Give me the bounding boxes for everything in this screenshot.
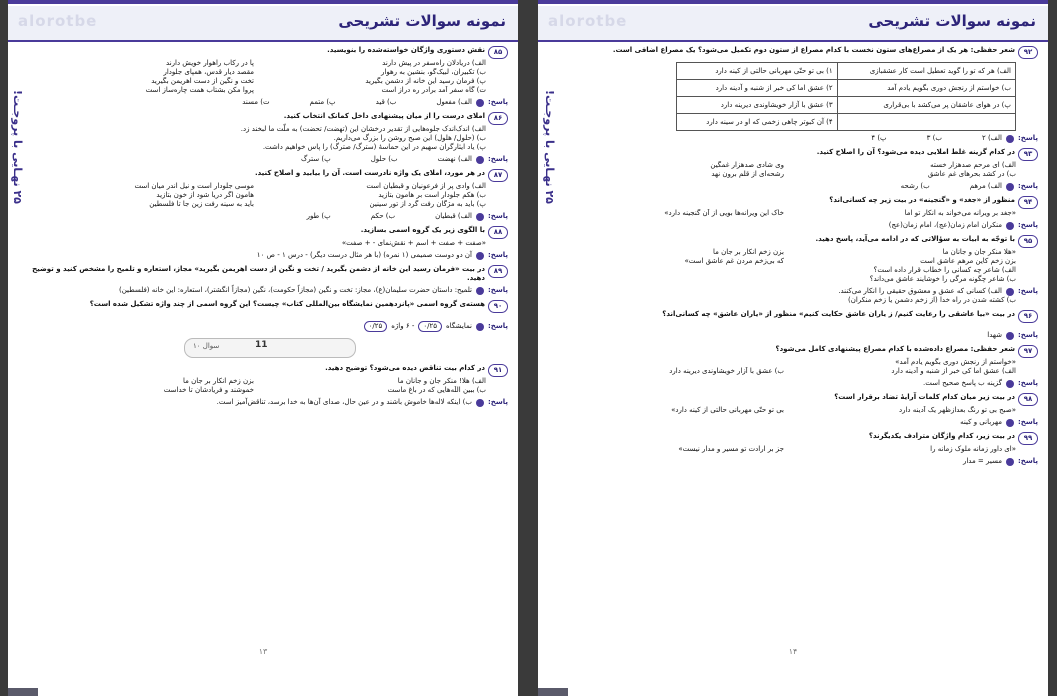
answer-dot-icon bbox=[476, 399, 484, 407]
table-cell: ۴) آن کبوتر چاهی زخمی که او در سینه دارد bbox=[677, 114, 838, 131]
verse-line: «صبح بی تو رنگ بعدازظهر یک آدینه دارد bbox=[898, 406, 1016, 414]
table-row bbox=[677, 80, 1016, 97]
answer-dot-icon bbox=[1006, 288, 1014, 296]
verse-line: بی تو حتّی مهربانی حالتی از کینه دارد» bbox=[671, 406, 784, 414]
table-cell: ۱) بی تو حتّی مهربانی حالتی از کینه دارد bbox=[677, 63, 838, 80]
answer-label: پاسخ: bbox=[488, 251, 508, 259]
answer-text: نمایشگاه bbox=[446, 322, 472, 330]
sub-question: ب) شاعر چگونه مرگی را خوشایند عاشق می‌داند؟ bbox=[869, 275, 1016, 283]
question-text: املای درست را از میان پیشنهادی داخل کمانک انتخاب کنید. bbox=[283, 112, 485, 120]
answer-label: پاسخ: bbox=[488, 398, 508, 406]
answer-text: مهربانی و کینه bbox=[960, 418, 1002, 426]
question-number: ۸۹ bbox=[488, 265, 508, 278]
answer-item: ب) ۳ bbox=[926, 134, 942, 142]
answer-text: گزینه ب پاسخ صحیح است. bbox=[923, 379, 1002, 387]
answer-label: پاسخ: bbox=[1018, 457, 1038, 465]
table-row bbox=[677, 63, 1016, 80]
question-number: ۸۶ bbox=[488, 112, 508, 125]
question-text: هسته‌ی گروه اسمی «پانزدهمین نمایشگاه بین‌المللی کتاب» چیست؟ این گروه اسمی از چند واژه تشکیل شده است؟ bbox=[89, 300, 485, 308]
verse-line: پا در رکاب راهوار خویش دارند bbox=[166, 59, 254, 67]
verse-line: «خواستم از رنجش دوری بگویم یادم آمد» bbox=[895, 358, 1016, 366]
question-number: ۹۲ bbox=[1018, 46, 1038, 59]
answer-label: پاسخ: bbox=[488, 98, 508, 106]
verse-line: باید به سینه رفت زین جا تا فلسطین bbox=[149, 200, 254, 208]
answer bbox=[32, 286, 508, 295]
option: الف) عشق اما کی خبر از شنبه و آدینه دارد bbox=[891, 367, 1016, 375]
verse-line: تخت و نگین از دست اهریمن بگیرید bbox=[151, 77, 254, 85]
question-number: ۸۵ bbox=[488, 46, 508, 59]
answer-text: مسیر = مدار bbox=[962, 457, 1002, 465]
corner-decoration bbox=[538, 688, 568, 696]
answer-item: الف) ۲ bbox=[981, 134, 1002, 142]
table-cell: پ) در هوای عاشقان پر می‌کشد با بی‌قراری bbox=[837, 97, 1015, 114]
page-right bbox=[538, 0, 1048, 696]
answer-item: ب) حلول bbox=[370, 155, 398, 163]
answer-text: ب) اینکه لاله‌ها خاموش باشند و در عین حال، صدای آن‌ها به خدا برسد، تناقض‌آمیز است. bbox=[216, 398, 472, 406]
top-accent-line bbox=[8, 0, 518, 4]
answer bbox=[562, 134, 1038, 143]
question-98 bbox=[562, 393, 1038, 427]
verse-line: پ) فرمان رسید این خانه از دشمن بگیرید bbox=[365, 77, 486, 85]
answer-item: ب) رشحه bbox=[900, 182, 930, 190]
answer bbox=[562, 457, 1038, 466]
answer-label: پاسخ: bbox=[1018, 134, 1038, 142]
verse-line: ت) گاه سفر آمد برادر ره دراز است bbox=[381, 86, 486, 94]
verse-line: پروا مکن بشتاب همت چاره‌ساز است bbox=[145, 86, 254, 94]
question-text: نقش دستوری واژگان خواسته‌شده را بنویسید. bbox=[327, 46, 485, 54]
answer-item: پ) سترگ bbox=[301, 155, 331, 163]
question-91 bbox=[32, 364, 508, 407]
answer-text: - ۶ واژه bbox=[391, 322, 415, 330]
corner-decoration bbox=[8, 688, 38, 696]
verse-line: ب) ببین اللّه‌هایی که در باغ ماست bbox=[387, 386, 486, 394]
verse-line: «ای داور زمانه ملوک زمانه را bbox=[930, 445, 1016, 453]
question-number: ۸۷ bbox=[488, 169, 508, 182]
line: ب) (حلول/ هلول) این صبح روشن را بزرگ می‌داریم. bbox=[333, 134, 486, 142]
answer-dot-icon bbox=[476, 323, 484, 331]
answer-dot-icon bbox=[1006, 183, 1014, 191]
watermark: alorotbe bbox=[18, 12, 98, 30]
question-text: در بیت «فرمان رسید این خانه از دشمن بگیرید / تخت و نگین از دست اهریمن بگیرید» مجاز، استعاره و تلمیح را مشخص کنید و توضیح دهید. bbox=[32, 265, 485, 282]
verse-line: ب) هکم جلودار است بر هامون بتازید bbox=[378, 191, 486, 199]
answer-item: الف) مرهم bbox=[969, 182, 1002, 190]
answer-label: پاسخ: bbox=[1018, 418, 1038, 426]
verse-line: «هلا منکر جان و جانان ما bbox=[942, 248, 1016, 256]
verse-line: که بی‌زخم مردن غم عاشق است» bbox=[684, 257, 784, 265]
answer-dot-icon bbox=[476, 213, 484, 221]
verse-line: ب) در کشد بحرهای غم عاشق bbox=[927, 170, 1016, 178]
question-count-bar bbox=[184, 338, 356, 358]
answer-text: شهدا bbox=[987, 331, 1002, 339]
question-number: ۹۵ bbox=[1018, 235, 1038, 248]
side-label: ۲۵ نهـایی با پروجـت! bbox=[11, 90, 24, 204]
question-text: شعر حفظی: هر یک از مصراع‌های ستون نخست با کدام مصراع از ستون دوم تکمیل می‌شود؟ یک مصراع اضافی است. bbox=[612, 46, 1015, 54]
verse-line: بزن زخم انکار بر جان ما bbox=[182, 377, 254, 385]
question-text: در هر مورد، املای یک واژه نادرست است. آن را بیابید و اصلاح کنید. bbox=[254, 169, 485, 177]
verse-line: هامون اگر دریا شود از خون بتازید bbox=[156, 191, 254, 199]
answer-label: پاسخ: bbox=[1018, 221, 1038, 229]
question-count: ۱۰ سوال bbox=[193, 342, 220, 350]
question-number: ۹۴ bbox=[1018, 196, 1038, 209]
question-number: ۹۶ bbox=[1018, 310, 1038, 323]
answer-item: پ) متمم bbox=[309, 98, 336, 106]
page-left bbox=[8, 0, 518, 696]
answer-item: الف) نهضت bbox=[437, 155, 472, 163]
answer-text: منکران امام زمان(عج)، امام زمان(عج) bbox=[888, 221, 1002, 229]
question-88 bbox=[32, 226, 508, 260]
verse-line: الف) وادی پر از فرعونیان و قبطیان است bbox=[366, 182, 486, 190]
answer-label: پاسخ: bbox=[1018, 379, 1038, 387]
page-header bbox=[8, 6, 518, 42]
table-cell: الف) هر که تو را گوید تعطیل است کار عشقبازی bbox=[837, 63, 1015, 80]
answer-item: ب) حکم bbox=[370, 212, 396, 220]
verse-line: الف) دریادلان راه‌سفر در پیش دارند bbox=[382, 59, 486, 67]
question-text: با توجّه به ابیات به سؤالاتی که در ادامه می‌آید، پاسخ دهید. bbox=[815, 235, 1015, 243]
question-number: ۹۰ bbox=[488, 300, 508, 313]
question-number: ۹۱ bbox=[488, 364, 508, 377]
verse-line: الف) ای مرحم صدهزار خسته bbox=[930, 161, 1016, 169]
answer-label: پاسخ: bbox=[488, 322, 508, 330]
answer-item: پ) ۴ bbox=[871, 134, 887, 142]
answer bbox=[32, 251, 508, 260]
answer-dot-icon bbox=[476, 287, 484, 295]
answer-text: آن دو دوست صمیمی (۱ نمره) (با هر مثال درست دیگر) - درس ۱ - ص ۱۰ bbox=[256, 251, 472, 259]
answer-dot-icon bbox=[1006, 135, 1014, 143]
questions-column bbox=[32, 46, 508, 656]
question-96 bbox=[562, 310, 1038, 340]
question-87 bbox=[32, 169, 508, 221]
answer bbox=[32, 398, 508, 407]
answer-item: پ) طور bbox=[306, 212, 331, 220]
question-95 bbox=[562, 235, 1038, 305]
side-label: ۲۵ نهـایی با پروجـت! bbox=[543, 90, 556, 204]
answer-text: تلمیح: داستان حضرت سلیمان(ع)، مجاز: تخت و نگین (مجازاً حکومت)، نگین (مجازاً انگشتر)، استعاره: این خانه (فلسطین) bbox=[118, 286, 472, 294]
matching-table bbox=[676, 62, 1016, 131]
question-number: ۸۸ bbox=[488, 226, 508, 239]
answer-dot-icon bbox=[1006, 380, 1014, 388]
answer-text: الف) کسانی که عشق و معشوق حقیقی را انکار می‌کنند. bbox=[838, 287, 1002, 295]
verse-line: مقصد دیار قدس، همپای جلودار bbox=[163, 68, 254, 76]
verse-line: خموشند و فریادشان تا خداست bbox=[163, 386, 254, 394]
question-86 bbox=[32, 112, 508, 164]
answer bbox=[562, 379, 1038, 388]
question-97 bbox=[562, 345, 1038, 388]
verse-line: بزن زخم انکار بر جان ما bbox=[712, 248, 784, 256]
question-number: ۹۳ bbox=[1018, 148, 1038, 161]
question-number: ۹۹ bbox=[1018, 432, 1038, 445]
verse-line: رشحه‌ای از قلم برون نهد bbox=[711, 170, 784, 178]
verse-line: جز بر ارادت تو مسیر و مدار نیست» bbox=[678, 445, 784, 453]
question-text: با الگوی زیر یک گروه اسمی بسازید. bbox=[360, 226, 485, 234]
verse-line: الف) هلا! منکر جان و جانان ما bbox=[397, 377, 486, 385]
question-text: در بیت زیر میان کدام کلمات آرایهٔ تضاد برقرار است؟ bbox=[834, 393, 1015, 401]
question-text: شعر حفظی: مصراع داده‌شده با کدام مصراع پیشنهادی کامل می‌شود؟ bbox=[775, 345, 1015, 353]
answer-dot-icon bbox=[1006, 419, 1014, 427]
answer-item: ب) قید bbox=[375, 98, 397, 106]
score-pill: ۰/۲۵ bbox=[364, 321, 388, 332]
option: ب) عشق با آزار خویشاوندی دیرینه دارد bbox=[669, 367, 784, 375]
answer bbox=[562, 287, 1038, 296]
line: الف) اندک‌اندک جلوه‌هایی از تقدیر درخشان این (تهضت/ تحضت) به ملّت ما لبخند زد. bbox=[240, 125, 486, 133]
answer-label: پاسخ: bbox=[488, 155, 508, 163]
answer-dot-icon bbox=[476, 156, 484, 164]
question-94 bbox=[562, 196, 1038, 230]
pattern: «صفت + صفت + اسم + نقش‌نمای - + صفت» bbox=[341, 239, 486, 247]
line: پ) یاد ایثارگران سهیم در این حماسهٔ (سترگ/ صترگ) را پاس خواهیم داشت. bbox=[262, 143, 486, 151]
answer-item: الف) مفعول bbox=[436, 98, 472, 106]
answer-dot-icon bbox=[476, 252, 484, 260]
answer bbox=[562, 331, 1038, 340]
watermark: alorotbe bbox=[548, 12, 628, 30]
page-title: نمونه سوالات تشریحی bbox=[338, 12, 506, 30]
sub-question: الف) شاعر چه کسانی را خطاب قرار داده است؟ bbox=[873, 266, 1016, 274]
table-cell: ۲) عشق اما کی خبر از شنبه و آدینه دارد bbox=[677, 80, 838, 97]
answer-dot-icon bbox=[1006, 458, 1014, 466]
answer-label: پاسخ: bbox=[1018, 331, 1038, 339]
answer-text: ب) کشته شدن در راه خدا (از زخم دشمن یا زخم منکران) bbox=[848, 296, 1016, 304]
page-number: ۱۴ bbox=[788, 647, 798, 656]
question-text: در کدام بیت تناقض دیده می‌شود؟ توضیح دهید. bbox=[325, 364, 485, 372]
table-row bbox=[677, 114, 1016, 131]
bar-value: 11 bbox=[255, 340, 268, 350]
verse-line: بزن زخم کاین مرهم عاشق است bbox=[920, 257, 1016, 265]
table-cell: ۳) عشق با آزار خویشاوندی دیرینه دارد bbox=[677, 97, 838, 114]
page-title: نمونه سوالات تشریحی bbox=[868, 12, 1036, 30]
question-93 bbox=[562, 148, 1038, 191]
table-row bbox=[677, 97, 1016, 114]
questions-column bbox=[562, 46, 1038, 656]
answer-dot-icon bbox=[1006, 222, 1014, 230]
answer bbox=[562, 182, 1038, 191]
answer-dot-icon bbox=[476, 99, 484, 107]
question-89 bbox=[32, 265, 508, 295]
question-92 bbox=[562, 46, 1038, 143]
verse-line: ب) تکبیران، لبیک‌گو، بنشین به رهوار bbox=[381, 68, 486, 76]
answer-label: پاسخ: bbox=[1018, 182, 1038, 190]
page-number: ۱۳ bbox=[258, 647, 268, 656]
answer-dot-icon bbox=[1006, 332, 1014, 340]
question-text: منظور از «جغد» و «گنجینه» در بیت زیر چه کسانی‌اند؟ bbox=[829, 196, 1015, 204]
answer-label: پاسخ: bbox=[488, 286, 508, 294]
answer-item: ت) مسند bbox=[242, 98, 270, 106]
question-text: در بیت «بیا عاشقی را رعایت کنیم/ ز یاران عاشق حکایت کنیم» منظور از «یاران عاشق» چه کسانی‌اند؟ bbox=[662, 310, 1015, 318]
page-header bbox=[538, 6, 1048, 42]
verse-line: «جغد بر ویرانه می‌خواند به انکار تو اما bbox=[904, 209, 1016, 217]
answer bbox=[32, 98, 508, 107]
table-cell: ب) خواستم از رنجش دوری بگویم یادم آمد bbox=[837, 80, 1015, 97]
answer bbox=[562, 418, 1038, 427]
question-text: در بیت زیر، کدام واژگان مترادف یکدیگرند؟ bbox=[868, 432, 1015, 440]
verse-line: وی شادی صدهزار غمگین bbox=[710, 161, 784, 169]
question-99 bbox=[562, 432, 1038, 466]
answer-item: الف) قبطیان bbox=[435, 212, 472, 220]
verse-line: موسی جلودار است و نیل اندر میان است bbox=[134, 182, 254, 190]
answer bbox=[562, 221, 1038, 230]
verse-line: پ) باید به مژگان رفت گرد از تور سینین bbox=[369, 200, 486, 208]
question-85 bbox=[32, 46, 508, 107]
table-cell bbox=[837, 114, 1015, 131]
answer bbox=[32, 212, 508, 221]
top-accent-line bbox=[538, 0, 1048, 4]
answer-label: پاسخ: bbox=[488, 212, 508, 220]
score-pill: ۰/۲۵ bbox=[418, 321, 442, 332]
verse-line: خاک این ویرانه‌ها بویی از آن گنجینه دارد» bbox=[664, 209, 784, 217]
question-90 bbox=[32, 300, 508, 332]
answer-label: پاسخ: bbox=[1018, 287, 1038, 295]
question-text: در کدام گزینه غلط املایی دیده می‌شود؟ آن را اصلاح کنید. bbox=[816, 148, 1015, 156]
answer bbox=[32, 321, 508, 332]
question-number: ۹۷ bbox=[1018, 345, 1038, 358]
question-number: ۹۸ bbox=[1018, 393, 1038, 406]
answer bbox=[32, 155, 508, 164]
